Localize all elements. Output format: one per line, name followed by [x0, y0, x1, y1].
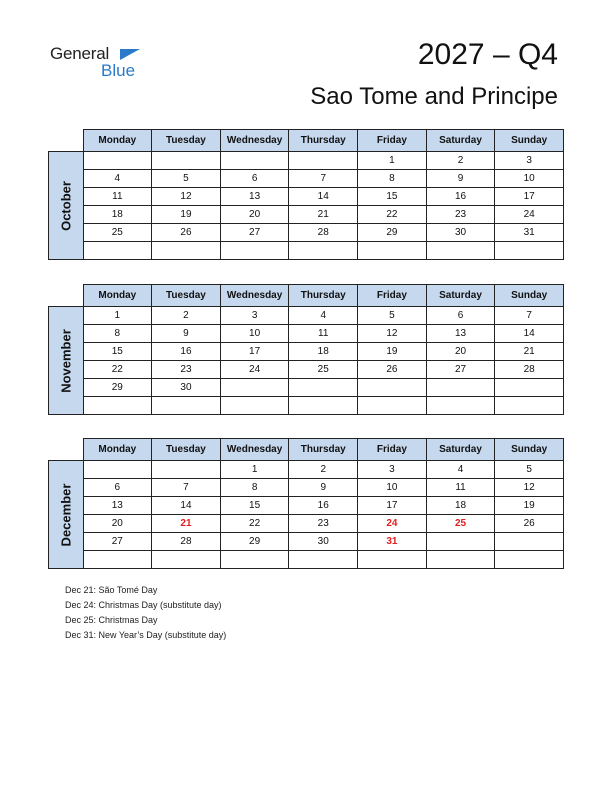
- logo-blue-text: Blue: [101, 61, 136, 80]
- month-label: [49, 152, 84, 260]
- weekday-header: Friday: [358, 439, 427, 461]
- day-cell: [152, 152, 221, 170]
- month-label: [49, 461, 84, 569]
- day-cell: 16: [289, 497, 358, 515]
- day-cell: 18: [83, 206, 152, 224]
- day-cell: 6: [83, 479, 152, 497]
- week-row: [49, 379, 564, 397]
- day-cell: 10: [358, 479, 427, 497]
- week-row: [49, 533, 564, 551]
- day-cell: 21: [152, 515, 221, 533]
- day-cell: 12: [495, 479, 564, 497]
- day-cell: [152, 461, 221, 479]
- day-cell: [358, 551, 427, 569]
- day-cell: [358, 379, 427, 397]
- weekday-header: Sunday: [495, 439, 564, 461]
- day-cell: 10: [495, 170, 564, 188]
- day-cell: [358, 397, 427, 415]
- day-cell: 20: [83, 515, 152, 533]
- page-title: 2027 – Q4: [417, 38, 558, 71]
- day-cell: 11: [426, 479, 495, 497]
- day-cell: 21: [289, 206, 358, 224]
- day-cell: [220, 397, 289, 415]
- day-cell: 15: [83, 343, 152, 361]
- month-october: [48, 129, 564, 260]
- day-cell: 8: [220, 479, 289, 497]
- day-cell: 31: [358, 533, 427, 551]
- month-name: December: [58, 483, 74, 546]
- day-cell: 22: [220, 515, 289, 533]
- calendar-table: [48, 129, 564, 260]
- day-cell: 30: [152, 379, 221, 397]
- month-name: November: [58, 328, 74, 393]
- day-cell: 8: [358, 170, 427, 188]
- day-cell: 19: [495, 497, 564, 515]
- day-cell: 26: [358, 361, 427, 379]
- day-cell: [289, 397, 358, 415]
- calendar-table: [48, 284, 564, 415]
- day-cell: 6: [220, 170, 289, 188]
- weekday-header: Thursday: [289, 130, 358, 152]
- day-cell: 30: [289, 533, 358, 551]
- day-cell: 29: [358, 224, 427, 242]
- holiday-note: Dec 25: Christmas Day: [65, 615, 158, 625]
- day-cell: [358, 242, 427, 260]
- day-cell: [426, 551, 495, 569]
- day-cell: 4: [426, 461, 495, 479]
- day-cell: 24: [358, 515, 427, 533]
- day-cell: 25: [83, 224, 152, 242]
- day-cell: 23: [289, 515, 358, 533]
- day-cell: 1: [83, 307, 152, 325]
- week-row: [49, 188, 564, 206]
- day-cell: 16: [426, 188, 495, 206]
- weekday-header: Tuesday: [152, 130, 221, 152]
- day-cell: 13: [220, 188, 289, 206]
- day-cell: 21: [495, 343, 564, 361]
- day-cell: 3: [495, 152, 564, 170]
- month-december: [48, 438, 564, 569]
- day-cell: 2: [152, 307, 221, 325]
- day-cell: 27: [83, 533, 152, 551]
- day-cell: 18: [289, 343, 358, 361]
- week-row: [49, 397, 564, 415]
- day-cell: [220, 242, 289, 260]
- day-cell: 9: [152, 325, 221, 343]
- day-cell: 28: [289, 224, 358, 242]
- day-cell: 9: [289, 479, 358, 497]
- weekday-header: Wednesday: [220, 285, 289, 307]
- day-cell: [426, 533, 495, 551]
- day-cell: 3: [358, 461, 427, 479]
- day-cell: 22: [358, 206, 427, 224]
- day-cell: 14: [495, 325, 564, 343]
- country-title: Sao Tome and Principe: [310, 83, 558, 110]
- day-cell: 5: [495, 461, 564, 479]
- calendar-table: [48, 438, 564, 569]
- week-row: [49, 307, 564, 325]
- week-row: [49, 361, 564, 379]
- day-cell: 15: [220, 497, 289, 515]
- weekday-header: Saturday: [426, 285, 495, 307]
- week-row: [49, 242, 564, 260]
- day-cell: 28: [152, 533, 221, 551]
- day-cell: 7: [289, 170, 358, 188]
- generalblue-logo: [50, 44, 150, 84]
- day-cell: 2: [426, 152, 495, 170]
- weekday-header: Saturday: [426, 439, 495, 461]
- day-cell: 8: [83, 325, 152, 343]
- day-cell: 27: [220, 224, 289, 242]
- day-cell: [83, 152, 152, 170]
- day-cell: 11: [83, 188, 152, 206]
- day-cell: 13: [83, 497, 152, 515]
- month-label: [49, 307, 84, 415]
- day-cell: [495, 533, 564, 551]
- day-cell: [495, 242, 564, 260]
- weekday-header: Sunday: [495, 285, 564, 307]
- weekday-header: Saturday: [426, 130, 495, 152]
- week-row: [49, 343, 564, 361]
- week-row: [49, 224, 564, 242]
- day-cell: 3: [220, 307, 289, 325]
- day-cell: 23: [426, 206, 495, 224]
- day-cell: 29: [220, 533, 289, 551]
- day-cell: 6: [426, 307, 495, 325]
- weekday-header: Tuesday: [152, 285, 221, 307]
- day-cell: 15: [358, 188, 427, 206]
- holiday-note: Dec 24: Christmas Day (substitute day): [65, 600, 222, 610]
- day-cell: 12: [152, 188, 221, 206]
- day-cell: 5: [358, 307, 427, 325]
- day-cell: 27: [426, 361, 495, 379]
- day-cell: [220, 379, 289, 397]
- week-row: [49, 206, 564, 224]
- day-cell: 25: [289, 361, 358, 379]
- weekday-header: Sunday: [495, 130, 564, 152]
- day-cell: 9: [426, 170, 495, 188]
- day-cell: 4: [289, 307, 358, 325]
- week-row: [49, 515, 564, 533]
- day-cell: [220, 551, 289, 569]
- weekday-header: Tuesday: [152, 439, 221, 461]
- day-cell: [289, 242, 358, 260]
- day-cell: 5: [152, 170, 221, 188]
- day-cell: [495, 379, 564, 397]
- day-cell: [426, 242, 495, 260]
- logo-triangle-icon: [120, 49, 140, 60]
- day-cell: 2: [289, 461, 358, 479]
- week-row: [49, 170, 564, 188]
- day-cell: 19: [358, 343, 427, 361]
- week-row: [49, 551, 564, 569]
- day-cell: 17: [358, 497, 427, 515]
- weekday-header: Thursday: [289, 285, 358, 307]
- day-cell: 14: [289, 188, 358, 206]
- day-cell: [289, 551, 358, 569]
- day-cell: [83, 551, 152, 569]
- day-cell: [152, 397, 221, 415]
- day-cell: 7: [152, 479, 221, 497]
- weekday-header: Friday: [358, 130, 427, 152]
- weekday-header: Monday: [83, 439, 152, 461]
- day-cell: [426, 379, 495, 397]
- day-cell: [495, 551, 564, 569]
- day-cell: 31: [495, 224, 564, 242]
- day-cell: 12: [358, 325, 427, 343]
- day-cell: 23: [152, 361, 221, 379]
- logo-general-text: General: [50, 44, 110, 63]
- day-cell: 28: [495, 361, 564, 379]
- day-cell: 1: [220, 461, 289, 479]
- holiday-notes: [65, 583, 226, 643]
- weekday-header: Wednesday: [220, 130, 289, 152]
- week-row: [49, 152, 564, 170]
- day-cell: 17: [495, 188, 564, 206]
- weekday-header: Monday: [83, 130, 152, 152]
- day-cell: [152, 551, 221, 569]
- month-november: [48, 284, 564, 415]
- day-cell: [83, 461, 152, 479]
- day-cell: 22: [83, 361, 152, 379]
- day-cell: 16: [152, 343, 221, 361]
- day-cell: [220, 152, 289, 170]
- day-cell: [289, 152, 358, 170]
- day-cell: 24: [220, 361, 289, 379]
- day-cell: 25: [426, 515, 495, 533]
- week-row: [49, 479, 564, 497]
- header-corner: [49, 130, 84, 152]
- day-cell: 26: [152, 224, 221, 242]
- holiday-note: Dec 31: New Year’s Day (substitute day): [65, 630, 227, 640]
- day-cell: 4: [83, 170, 152, 188]
- week-row: [49, 325, 564, 343]
- day-cell: [83, 397, 152, 415]
- day-cell: 20: [426, 343, 495, 361]
- day-cell: 7: [495, 307, 564, 325]
- day-cell: [495, 397, 564, 415]
- day-cell: [152, 242, 221, 260]
- day-cell: [289, 379, 358, 397]
- header-corner: [49, 439, 84, 461]
- day-cell: 1: [358, 152, 427, 170]
- weekday-header: Friday: [358, 285, 427, 307]
- weekday-header: Thursday: [289, 439, 358, 461]
- day-cell: 18: [426, 497, 495, 515]
- day-cell: 11: [289, 325, 358, 343]
- weekday-header: Wednesday: [220, 439, 289, 461]
- day-cell: [426, 397, 495, 415]
- day-cell: 19: [152, 206, 221, 224]
- holiday-note: Dec 21: São Tomé Day: [65, 585, 158, 595]
- header-corner: [49, 285, 84, 307]
- day-cell: 24: [495, 206, 564, 224]
- day-cell: 26: [495, 515, 564, 533]
- month-name: October: [58, 180, 74, 231]
- week-row: [49, 497, 564, 515]
- day-cell: 10: [220, 325, 289, 343]
- day-cell: 17: [220, 343, 289, 361]
- week-row: [49, 461, 564, 479]
- day-cell: 20: [220, 206, 289, 224]
- day-cell: 29: [83, 379, 152, 397]
- day-cell: [83, 242, 152, 260]
- day-cell: 13: [426, 325, 495, 343]
- day-cell: 14: [152, 497, 221, 515]
- weekday-header: Monday: [83, 285, 152, 307]
- day-cell: 30: [426, 224, 495, 242]
